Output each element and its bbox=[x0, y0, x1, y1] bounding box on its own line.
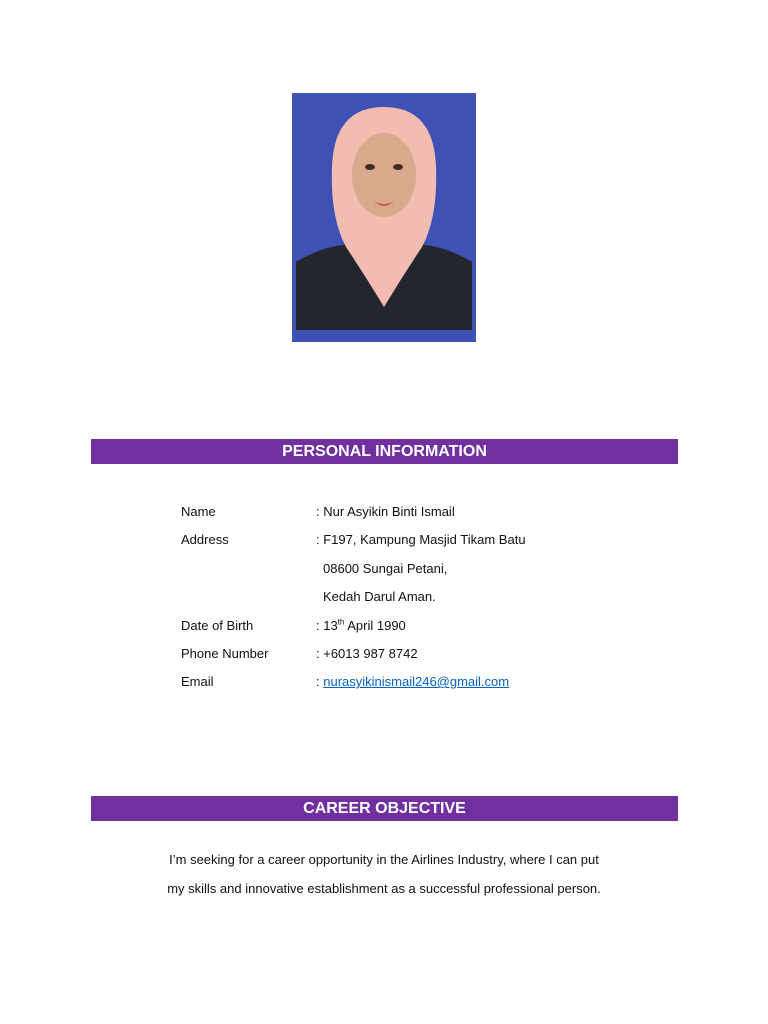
dob-day: : 13 bbox=[316, 618, 338, 633]
phone-value: : +6013 987 8742 bbox=[316, 646, 418, 661]
email-link[interactable]: nurasyikinismail246@gmail.com bbox=[323, 674, 510, 689]
address-line-2: 08600 Sungai Petani, bbox=[323, 561, 448, 576]
objective-line-2: my skills and innovative establishment as a successful professional person. bbox=[167, 881, 601, 896]
dob-label: Date of Birth bbox=[181, 618, 254, 633]
dob-ordinal: th bbox=[337, 617, 345, 627]
name-label: Name bbox=[181, 504, 216, 519]
dob-month-year: April 1990 bbox=[344, 618, 406, 633]
profile-photo bbox=[292, 93, 476, 342]
email-prefix: : bbox=[316, 674, 324, 689]
name-value: : Nur Asyikin Binti Ismail bbox=[316, 504, 455, 519]
address-line-1: : F197, Kampung Masjid Tikam Batu bbox=[316, 532, 526, 547]
address-line-3: Kedah Darul Aman. bbox=[323, 589, 436, 604]
objective-line-1: I’m seeking for a career opportunity in the Airlines Industry, where I can put bbox=[169, 852, 599, 867]
career-objective-text bbox=[100, 845, 668, 903]
dob-value bbox=[316, 618, 406, 634]
email-value bbox=[316, 674, 509, 690]
phone-label: Phone Number bbox=[181, 646, 269, 661]
address-label: Address bbox=[181, 532, 229, 547]
email-label: Email bbox=[181, 674, 214, 689]
career-objective-header: CAREER OBJECTIVE bbox=[91, 796, 678, 821]
portrait-image bbox=[296, 97, 472, 338]
personal-information-header: PERSONAL INFORMATION bbox=[91, 439, 678, 464]
